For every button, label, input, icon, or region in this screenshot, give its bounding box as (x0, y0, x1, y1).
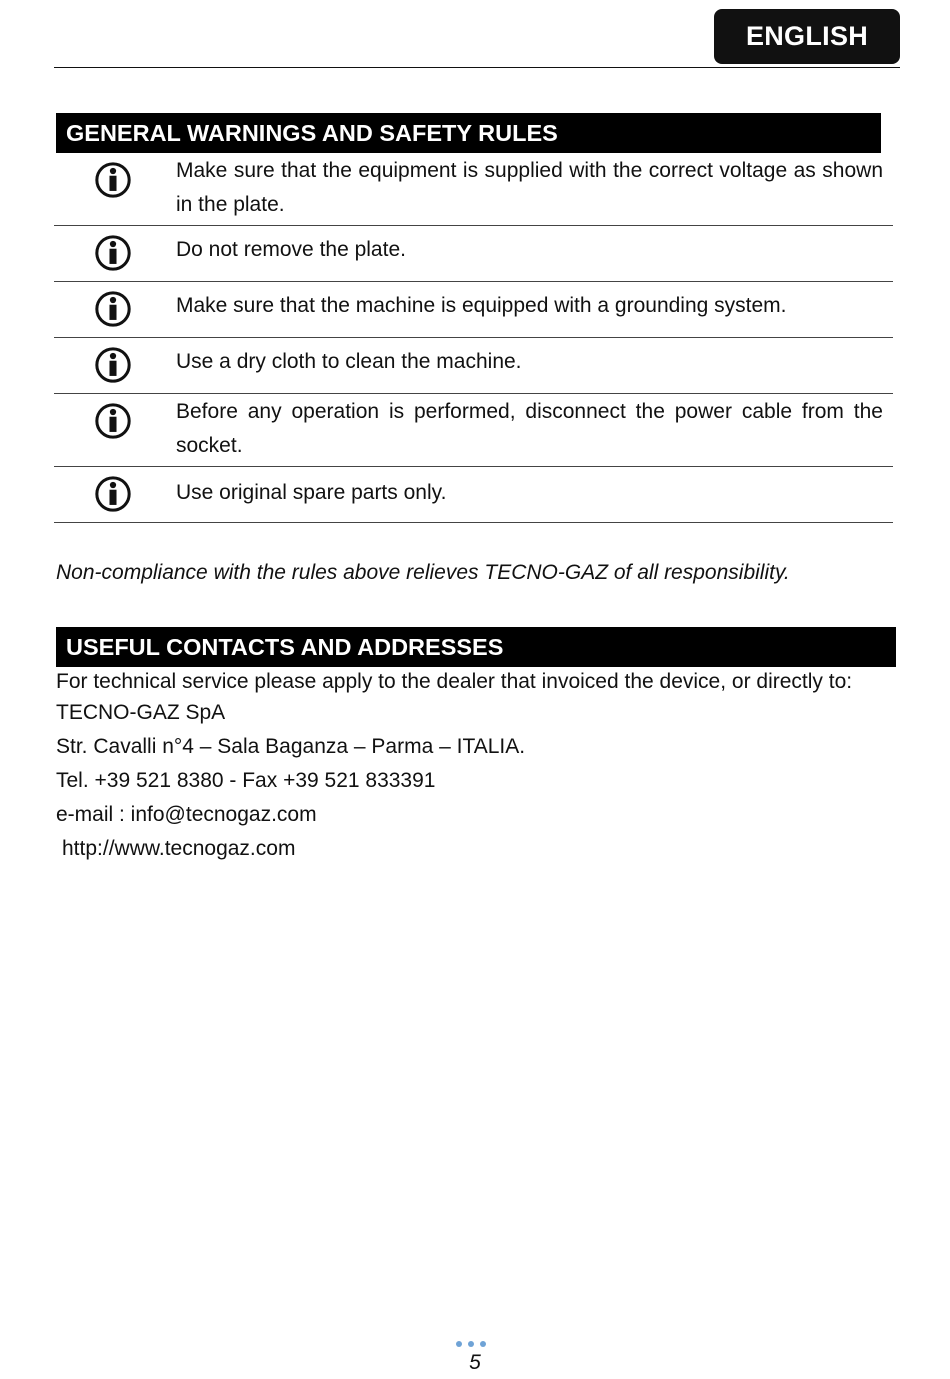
company-phone: Tel. +39 521 8380 - Fax +39 521 833391 (56, 769, 436, 792)
info-circle-icon (54, 338, 171, 384)
section-title-warnings: GENERAL WARNINGS AND SAFETY RULES (56, 113, 881, 153)
contacts-block (56, 667, 886, 866)
info-circle-icon (54, 467, 171, 513)
table-row (54, 338, 893, 394)
table-row (54, 282, 893, 338)
rule-text: Use a dry cloth to clean the machine. (176, 350, 522, 373)
dot (456, 1341, 462, 1347)
safety-rules-table (54, 153, 893, 523)
company-email[interactable]: e-mail : info@tecnogaz.com (56, 803, 317, 826)
dot (468, 1341, 474, 1347)
info-circle-icon (54, 282, 171, 328)
rule-text: Before any operation is performed, disconnect the power cable from the socket. (176, 400, 883, 457)
table-row (54, 226, 893, 282)
page-dots-decoration (456, 1341, 486, 1347)
table-row (54, 467, 893, 523)
rule-text: Use original spare parts only. (176, 481, 447, 504)
info-circle-icon (54, 394, 171, 440)
rule-text: Make sure that the machine is equipped with a grounding system. (176, 294, 787, 317)
table-row (54, 153, 893, 226)
responsibility-note: Non-compliance with the rules above relieves TECNO-GAZ of all responsibility. (56, 561, 790, 584)
dot (480, 1341, 486, 1347)
info-circle-icon (54, 153, 171, 199)
rule-text: Make sure that the equipment is supplied with the correct voltage as shown in the plate. (176, 159, 883, 216)
rule-text: Do not remove the plate. (176, 238, 406, 261)
section-title-contacts: USEFUL CONTACTS AND ADDRESSES (56, 627, 896, 667)
company-name: TECNO-GAZ SpA (56, 701, 226, 724)
company-website-link[interactable]: http://www.tecnogaz.com (62, 837, 296, 860)
language-tab: ENGLISH (714, 9, 900, 64)
contacts-intro: For technical service please apply to the dealer that invoiced the device, or directly to: (56, 670, 853, 693)
header-rule (54, 67, 900, 68)
table-row (54, 394, 893, 467)
info-circle-icon (54, 226, 171, 272)
page-number: 5 (469, 1351, 481, 1374)
company-address: Str. Cavalli n°4 – Sala Baganza – Parma – ITALIA. (56, 735, 526, 758)
